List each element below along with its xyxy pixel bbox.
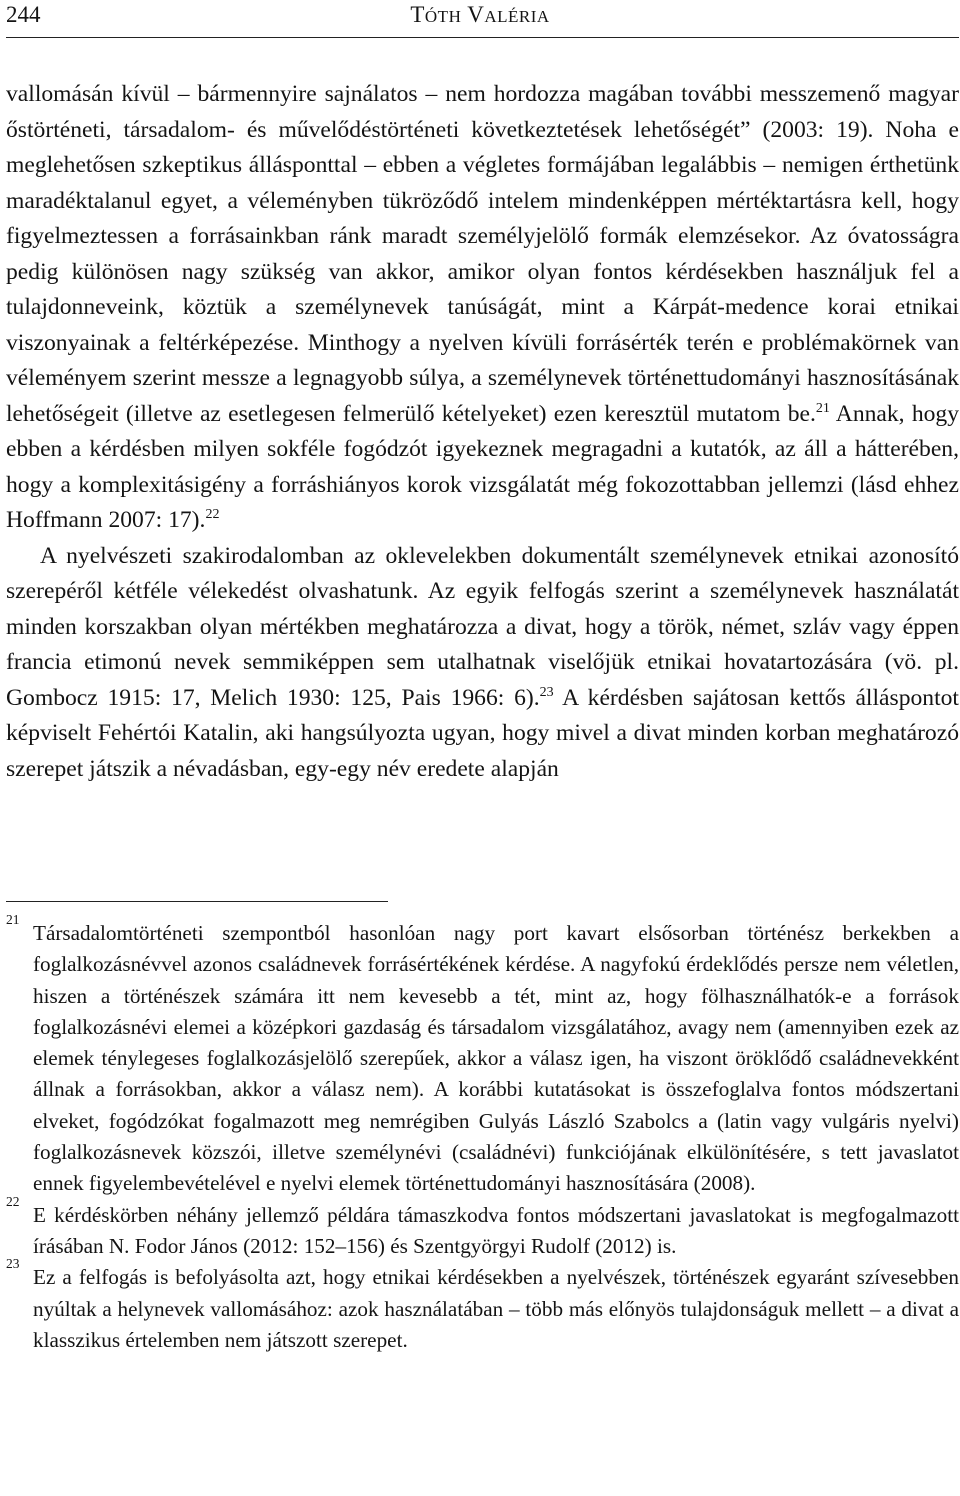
footnote-ref-22[interactable]: 22 <box>205 507 220 522</box>
paragraph-2-text-a: A nyelvészeti szakirodalomban az oklevelekben dokumentált személynevek etnikai azonosító szerepéről kétféle vélekedést olvashatunk. Az egyik felfogás szerint a személynevek használatát minden korszakban olyan mértékben meghatározza a divat, hogy a török, német, szláv vagy éppen francia etimonú nevek semmiképpen sem utalhatnak viselőjük etnikai hovatartozására (vö. pl. Gombocz 1915: 17, Melich 1930: 125, Pais 1966: 6). <box>6 542 959 711</box>
footnote-22 <box>6 1193 959 1263</box>
paragraph-2 <box>6 539 959 788</box>
page-number: 244 <box>6 2 41 27</box>
running-head-rest-1: ÓTH <box>424 7 462 26</box>
paragraph-1 <box>6 77 959 539</box>
footnote-ref-23[interactable]: 23 <box>539 684 554 700</box>
footnote-separator <box>6 901 388 902</box>
paragraph-1-text-b: Annak, hogy ebben a kérdésben milyen sokféle fogódzót igyekeznek megragadni a kutatók, az áll a hátterében, hogy a komplexitásigény a forráshiányos korok vizsgálatát még fokozottabban jellemzi (lásd ehhez Hoffmann 2007: 17). <box>6 400 960 533</box>
header-rule <box>6 37 959 38</box>
footnote-21 <box>6 912 959 1200</box>
footnote-text: Ez a felfogás is befolyásolta azt, hogy etnikai kérdésekben a nyelvészek, történészek egyaránt szívesebben nyúltak a helynevek vallomásához: azok használatában – több más előnyös tulajdonságuk mellett – a divat a klasszikus értelemben nem játszott szerepet. <box>33 1265 959 1352</box>
paragraph-2-text-b: A kérdésben sajátosan kettős álláspontot képviselt Fehértói Katalin, aki hangsúlyozta ugyan, hogy mivel a divat minden korban meghatározó szerepet játszik a névadásban, egy-egy név eredete alapján <box>6 684 959 782</box>
body-text <box>6 77 959 787</box>
footnote-number: 22 <box>6 1193 20 1209</box>
page-header <box>0 0 960 40</box>
footnote-text: E kérdéskörben néhány jellemző példára támaszkodva fontos módszertani javaslatokat is megfogalmazott írásában N. Fodor János (2012: 152–156) és Szentgyörgyi Rudolf (2012) is. <box>33 1202 959 1258</box>
footnote-text: Társadalomtörténeti szempontból hasonlóan nagy port kavart elsősorban történész berkekben a foglalkozásnévvel azonos családnevek forrásértékének kérdése. A nagyfokú érdeklődés persze nem véletlen, hiszen a történészek számára itt nem kevesebb a tét, mint az, hogy fölhasználhatók-e a források foglalkozásnévi elemei a középkori gazdaság és társadalom vizsgálatához, avagy nem (amennyiben ezek az elemek ténylegeses foglalkozásjelölő szerepűek, akkor a válasz igen, ha viszont öröklődő családnevekként állnak a forrásokban, akkor a válasz nem). A korábbi kutatásokat is összefoglalva fontos módszertani elveket, fogódzókat fogalmazott meg nemrégiben Gulyás László Szabolcs a (latin vagy vulgáris nyelvi) foglalkozásnevek közszói, illetve személynévi (családnévi) funkciójának elkülönítésére, s tett javaslatot ennek figyelembevételével e nyelvi elemek történettudományi hasznosítására (2008). <box>33 921 959 1196</box>
running-head-initial-2: V <box>467 2 485 27</box>
footnotes <box>6 912 959 1356</box>
footnote-ref-21[interactable]: 21 <box>815 400 830 416</box>
running-head-rest-2: ALÉRIA <box>484 7 550 26</box>
footnote-23 <box>6 1256 959 1356</box>
running-head-initial-1: T <box>410 2 425 27</box>
footnote-number: 21 <box>6 912 20 927</box>
paragraph-1-text-a: vallomásán kívül – bármennyire sajnálatos – nem hordozza magában további messzemenő magyar őstörténeti, társadalom- és művelődéstörténeti következtetések lehetőségét” (2003: 19). Noha e meglehetősen szkeptikus állásponttal – ebben a végletes formájában legalábbis – nemigen érthetünk maradéktalanul egyet, a véleményben tükröződő intelem mindenképpen mértéktartásra kell, hogy figyelmeztessen a forrásainkban ránk maradt személyjelölő formák elemzésekor. Az óvatosságra pedig különösen nagy szükség van akkor, amikor olyan fontos kérdésekben használjuk fel a tulajdonneveink, köztük a személynevek tanúságát, mint a Kárpát-medence korai etnikai viszonyainak a feltérképezése. Minthogy a nyelven kívüli forrásérték terén e problémakörnek van véleményem szerint messze a legnagyobb súlya, a személynevek történettudományi hasznosításának lehetőségeit (illetve az esetlegesen felmerülő kételyeket) ezen keresztül mutatom be. <box>6 81 959 427</box>
footnote-number: 23 <box>6 1256 20 1272</box>
running-head <box>0 2 960 28</box>
